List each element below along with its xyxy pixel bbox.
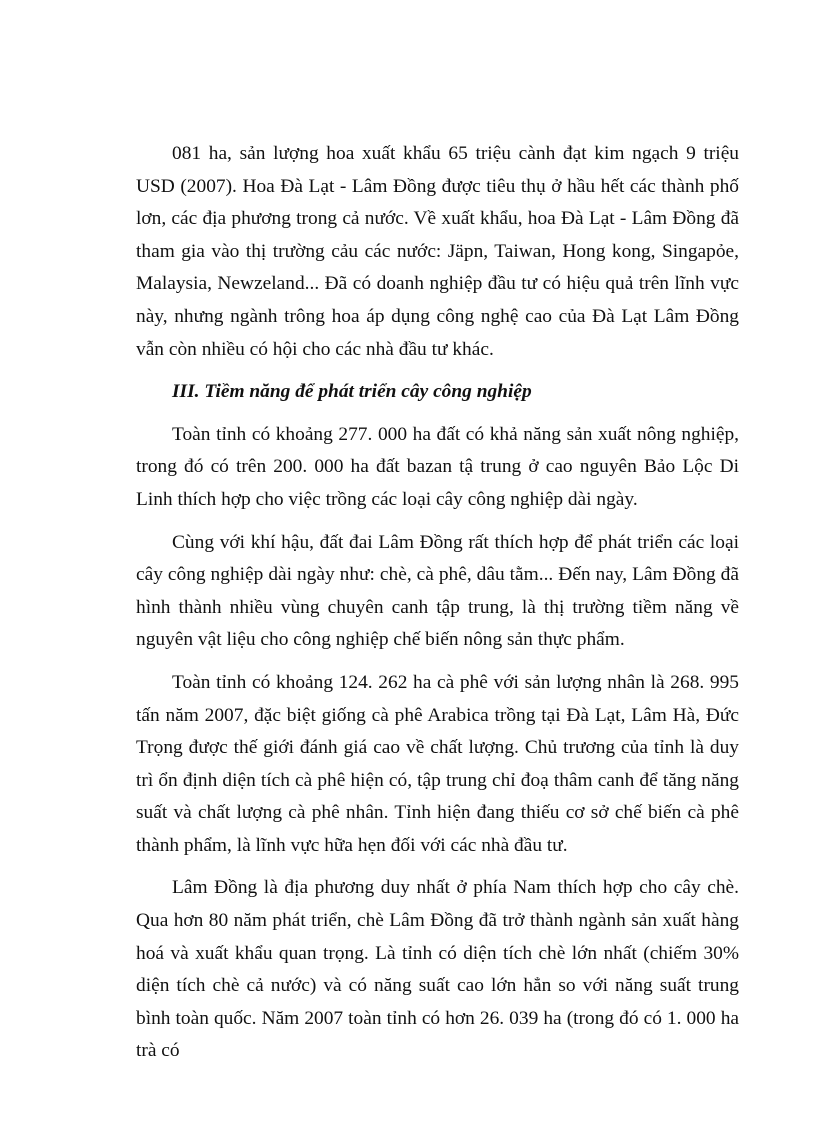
paragraph-coffee: Toàn tỉnh có khoảng 124. 262 ha cà phê với sản lượng nhân là 268. 995 tấn năm 2007, đặc biệt giống cà phê Arabica trồng tại Đà Lạt, Lâm Hà, Đức Trọng được thế giới đánh giá cao về chất lượng. Chủ trương của tỉnh là duy trì ổn định diện tích cà phê hiện có, tập trung chỉ đoạ thâm canh để tăng năng suất và chất lượng cà phê nhân. Tỉnh hiện đang thiếu cơ sở chế biến cà phê thành phẩm, là lĩnh vực hữa hẹn đối với các nhà đầu tư. <box>136 671 739 856</box>
section-heading: III. Tiềm năng để phát triển cây công nghiệp <box>172 381 532 403</box>
paragraph-flower-export: 081 ha, sản lượng hoa xuất khẩu 65 triệu cành đạt kim ngạch 9 triệu USD (2007). Hoa Đà Lạt - Lâm Đồng được tiêu thụ ở hầu hết các thành phố lơn, các địa phương trong cả nước. Về xuất khẩu, hoa Đà Lạt - Lâm Đồng đã tham gia vào thị trường cảu các nước: Jäpn, Taiwan, Hong kong, Singapỏe, Malaysia, Newzeland... Đã có doanh nghiệp đầu tư có hiệu quả trên lĩnh vực này, nhưng ngành trông hoa áp dụng công nghệ cao của Đà Lạt Lâm Đồng vẫn còn nhiều có hội cho các nhà đầu tư khác. <box>136 143 739 360</box>
paragraph-land-area: Toàn tỉnh có khoảng 277. 000 ha đất có khả năng sản xuất nông nghiệp, trong đó có trên 200. 000 ha đất bazan tậ trung ở cao nguyên Bảo Lộc Di Linh thích hợp cho việc trồng các loại cây công nghiệp dài ngày. <box>136 423 739 510</box>
paragraph-climate: Cùng với khí hậu, đất đai Lâm Đồng rất thích hợp để phát triển các loại cây công nghiệp dài ngày như: chè, cà phê, dâu tằm... Đến nay, Lâm Đồng đã hình thành nhiều vùng chuyên canh tập trung, là thị trường tiềm năng về nguyên vật liệu cho công nghiệp chế biến nông sản thực phẩm. <box>136 531 739 651</box>
paragraph-tea: Lâm Đồng là địa phương duy nhất ở phía Nam thích hợp cho cây chè. Qua hơn 80 năm phát triển, chè Lâm Đồng đã trở thành ngành sản xuất hàng hoá và xuất khẩu quan trọng. Là tỉnh có diện tích chè lớn nhất (chiếm 30% diện tích chè cả nước) và có năng suất cao lớn hẳn so với năng suất trung bình toàn quốc. Năm 2007 toàn tỉnh có hơn 26. 039 ha (trong đó có 1. 000 ha trà có <box>136 877 739 1062</box>
document-body <box>136 138 739 1078</box>
